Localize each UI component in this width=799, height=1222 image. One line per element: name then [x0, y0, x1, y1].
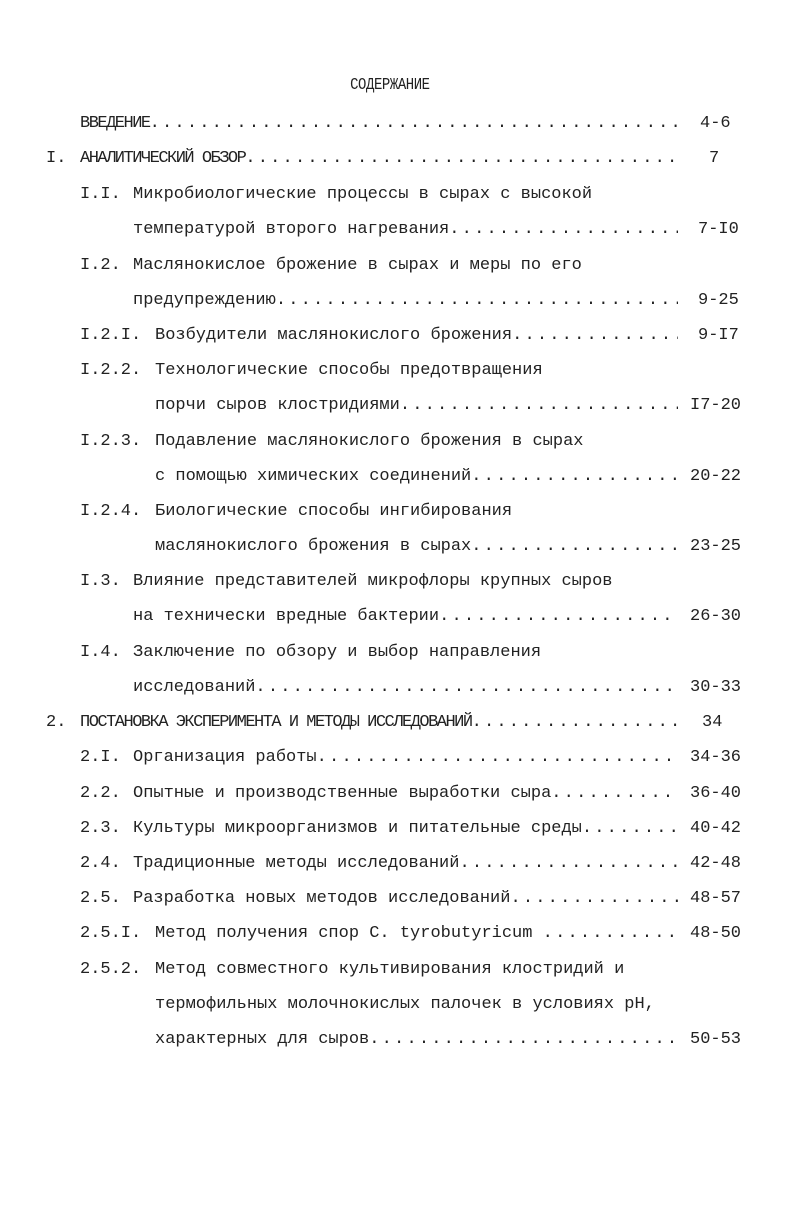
toc-entry-number: I.2.2.	[80, 361, 142, 380]
toc-entry-title: Микробиологические процессы в сырах с высокой	[133, 185, 593, 204]
dot-leader	[512, 324, 678, 348]
dot-leader	[276, 289, 678, 313]
dot-leader	[400, 394, 678, 418]
toc-entry-pages: 40-42	[690, 819, 742, 838]
toc-entry-number: I.2.I.	[80, 326, 142, 345]
toc-entry-title: Культуры микроорганизмов и питательные среды	[133, 819, 582, 838]
toc-entry-number: 2.3.	[80, 819, 121, 838]
toc-entry-pages: 26-30	[690, 607, 742, 626]
dot-leader	[582, 817, 678, 841]
toc-entry-traditional-methods	[133, 852, 678, 876]
toc-entry-title-cont: с помощью химических соединений	[155, 467, 472, 486]
toc-entry-pages: 50-53	[690, 1030, 742, 1049]
toc-entry-work-organization	[133, 746, 678, 770]
page-title: СОДЕРЖАНИЕ	[350, 76, 430, 95]
toc-entry-clostridia-agents	[155, 324, 678, 348]
toc-entry-title-cont: температурой второго нагревания	[133, 220, 450, 239]
toc-entry-title: Метод совместного культивирования клостридий и	[155, 960, 625, 979]
toc-entry-number: 2.5.I.	[80, 924, 142, 943]
toc-entry-pages: 4-6	[700, 114, 731, 133]
toc-entry-title: ВВЕДЕНИЕ	[80, 114, 150, 133]
toc-entry-pages: 34	[702, 713, 723, 732]
toc-entry-title: Заключение по обзору и выбор направления	[133, 643, 542, 662]
toc-entry-continuation	[133, 289, 678, 313]
toc-entry-number: 2.I.	[80, 748, 121, 767]
toc-entry-pages: 20-22	[690, 467, 742, 486]
dot-leader	[150, 112, 678, 136]
toc-entry-introduction	[80, 112, 678, 136]
toc-entry-title-cont: характерных для сыров	[155, 1030, 370, 1049]
toc-entry-number: 2.4.	[80, 854, 121, 873]
toc-entry-number: I.	[46, 149, 67, 168]
dot-leader	[472, 711, 678, 735]
dot-leader	[439, 605, 678, 629]
toc-entry-number: 2.	[46, 713, 67, 732]
toc-entry-title: Традиционные методы исследований	[133, 854, 460, 873]
dot-leader	[449, 218, 678, 242]
toc-entry-number: I.2.4.	[80, 502, 142, 521]
toc-entry-continuation	[133, 676, 678, 700]
toc-entry-number: I.I.	[80, 185, 121, 204]
toc-entry-pages: 9-I7	[698, 326, 739, 345]
toc-entry-pages: 42-48	[690, 854, 742, 873]
toc-entry-continuation	[133, 605, 678, 629]
dot-leader	[471, 465, 678, 489]
toc-entry-continuation	[155, 535, 678, 559]
toc-entry-cheese-production	[133, 782, 678, 806]
toc-entry-continuation	[155, 394, 678, 418]
toc-entry-title: Организация работы	[133, 748, 317, 767]
toc-entry-title-cont: исследований	[133, 678, 256, 697]
dot-leader	[317, 746, 678, 770]
dot-leader	[551, 782, 678, 806]
toc-entry-analytical-review	[80, 147, 678, 171]
toc-entry-title: Опытные и производственные выработки сыра	[133, 784, 552, 803]
toc-entry-continuation	[155, 1028, 678, 1052]
toc-entry-pages: 48-57	[690, 889, 742, 908]
toc-entry-title: Подавление маслянокислого брожения в сырах	[155, 432, 584, 451]
toc-entry-title: АНАЛИТИЧЕСКИЙ ОБЗОР	[80, 149, 246, 168]
toc-entry-title: Метод получения спор C. tyrobutyricum	[155, 924, 543, 943]
toc-entry-title: Биологические способы ингибирования	[155, 502, 513, 521]
toc-entry-pages: 7	[709, 149, 720, 168]
toc-entry-title: Возбудители маслянокислого брожения	[155, 326, 513, 345]
dot-leader	[255, 676, 678, 700]
toc-entry-title: Маслянокислое брожение в сырах и меры по его	[133, 256, 582, 275]
toc-entry-title-cont: на технически вредные бактерии	[133, 607, 440, 626]
toc-entry-title-cont: предупреждению	[133, 291, 276, 310]
toc-entry-title-cont: порчи сыров клостридиями	[155, 396, 400, 415]
toc-entry-title: Разработка новых методов исследований	[133, 889, 511, 908]
toc-entry-continuation	[155, 465, 678, 489]
toc-entry-title-cont: маслянокислого брожения в сырах	[155, 537, 472, 556]
toc-entry-number: 2.2.	[80, 784, 121, 803]
toc-entry-title: ПОСТАНОВКА ЭКСПЕРИМЕНТА И МЕТОДЫ ИССЛЕДОВАНИЙ	[80, 713, 472, 732]
dot-leader	[459, 852, 678, 876]
toc-entry-pages: 30-33	[690, 678, 742, 697]
dot-leader	[471, 535, 678, 559]
toc-entry-title: Влияние представителей микрофлоры крупных сыров	[133, 572, 613, 591]
dot-leader	[369, 1028, 678, 1052]
toc-entry-cultures-media	[133, 817, 678, 841]
dot-leader	[510, 887, 678, 911]
toc-entry-pages: I7-20	[690, 396, 742, 415]
toc-entry-title-cont: термофильных молочнокислых палочек в условиях pH,	[155, 995, 655, 1014]
toc-entry-number: I.2.3.	[80, 432, 142, 451]
toc-entry-pages: 34-36	[690, 748, 742, 767]
toc-entry-new-methods	[133, 887, 678, 911]
toc-entry-pages: 9-25	[698, 291, 739, 310]
toc-entry-number: 2.5.	[80, 889, 121, 908]
toc-entry-continuation	[133, 218, 678, 242]
toc-entry-spore-method	[155, 922, 678, 946]
toc-entry-pages: 36-40	[690, 784, 742, 803]
dot-leader	[543, 922, 678, 946]
toc-entry-number: I.4.	[80, 643, 121, 662]
toc-entry-pages: 48-50	[690, 924, 742, 943]
toc-entry-pages: 23-25	[690, 537, 742, 556]
toc-entry-number: 2.5.2.	[80, 960, 142, 979]
toc-entry-pages: 7-I0	[698, 220, 739, 239]
toc-entry-number: I.3.	[80, 572, 121, 591]
toc-entry-number: I.2.	[80, 256, 121, 275]
dot-leader	[245, 147, 678, 171]
toc-entry-experiment-methods	[80, 711, 678, 735]
toc-entry-title: Технологические способы предотвращения	[155, 361, 543, 380]
